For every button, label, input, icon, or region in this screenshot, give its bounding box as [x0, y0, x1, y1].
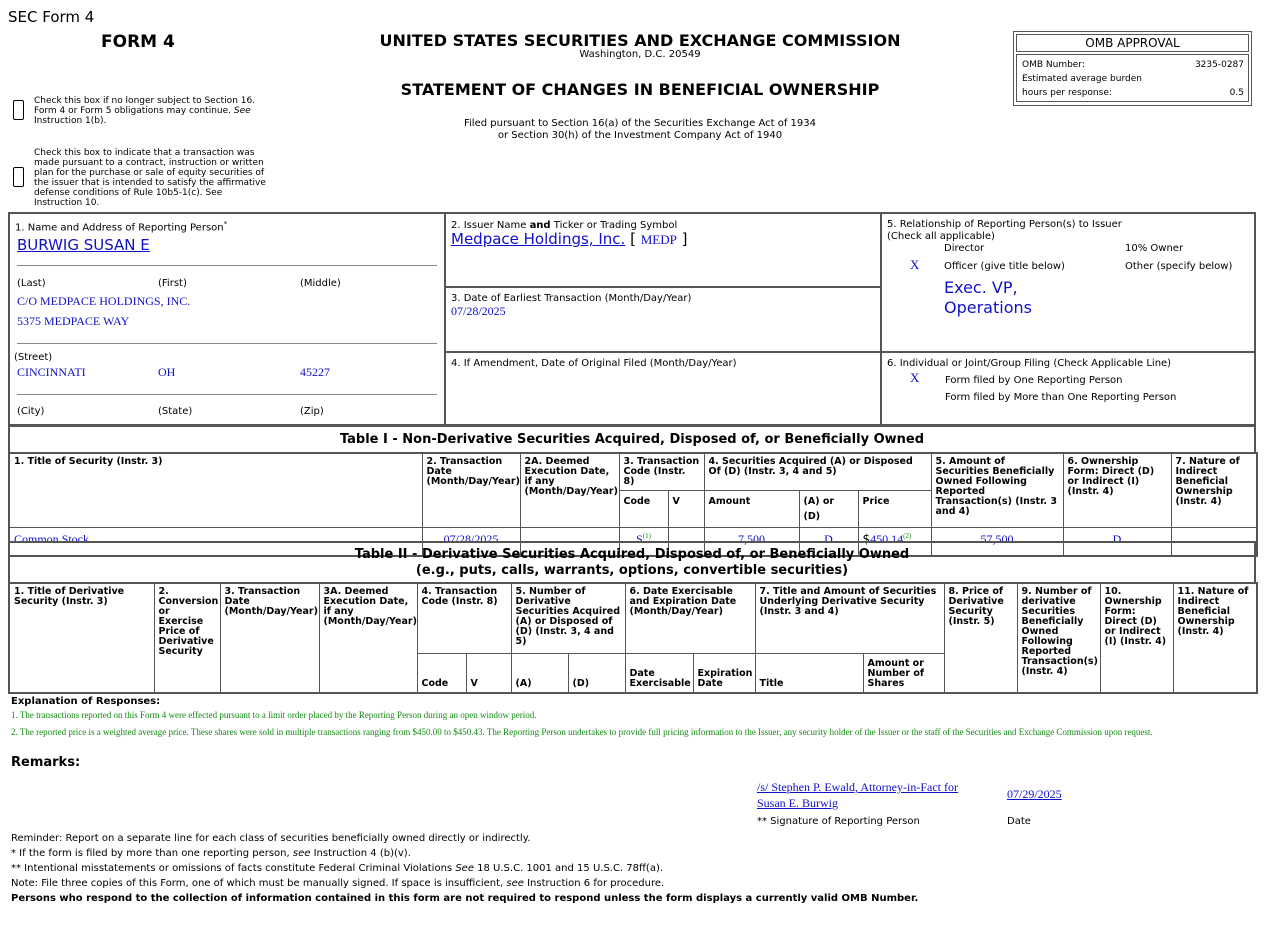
t1-h-acquired: 4. Securities Acquired (A) or Disposed Of (D) (Instr. 3, 4 and 5) — [704, 453, 931, 491]
t1-h-nature: 7. Nature of Indirect Beneficial Ownership (Instr. 4) — [1171, 453, 1257, 528]
omb-details — [1016, 54, 1249, 102]
reporting-person-asterisk: * — [223, 220, 228, 228]
table2-title-line-1: Table II - Derivative Securities Acquired, Disposed of, or Beneficially Owned — [354, 547, 910, 562]
issuer-box — [444, 212, 882, 288]
amendment-label: 4. If Amendment, Date of Original Filed (Month/Day/Year) — [451, 358, 737, 369]
ticker-open-bracket: [ — [630, 230, 636, 248]
officer-title — [944, 278, 1032, 318]
table2-title-box — [8, 541, 1256, 584]
filing-more-option: Form filed by More than One Reporting Person — [945, 392, 1177, 403]
t1-h-date: 2. Transaction Date (Month/Day/Year) — [422, 453, 520, 528]
t2-sub-title: Title — [755, 653, 863, 693]
omb-burden-label-1: Estimated average burden — [1022, 74, 1142, 84]
rule10b5-checkbox[interactable] — [13, 167, 24, 187]
officer-option: Officer (give title below) — [944, 261, 1065, 272]
t1-sub-price: Price — [858, 491, 931, 528]
t1-h-deemed: 2A. Deemed Execution Date, if any (Month/Day/Year) — [520, 453, 619, 528]
table2-title-line-2: (e.g., puts, calls, warrants, options, convertible securities) — [415, 563, 849, 578]
filed-pursuant — [340, 118, 940, 142]
relationship-label-2: (Check all applicable) — [887, 231, 995, 242]
note-3-see: See — [455, 863, 474, 874]
signature-date: 07/29/2025 — [1007, 787, 1062, 801]
agency-title: UNITED STATES SECURITIES AND EXCHANGE COMMISSION — [379, 31, 901, 50]
t2-sub-amount: Amount or Number of Shares — [863, 653, 944, 693]
t2-h-deemed: 3A. Deemed Execution Date, if any (Month/Day/Year) — [319, 583, 417, 693]
t1-row-aord: D — [799, 528, 858, 556]
rule10b5-line-3: plan for the purchase or sale of equity securities of — [34, 168, 265, 178]
t2-h-code: 4. Transaction Code (Instr. 8) — [417, 583, 511, 653]
signature-label: ** Signature of Reporting Person — [757, 816, 920, 827]
omb-number-label: OMB Number: — [1022, 60, 1085, 70]
t1-h-title: 1. Title of Security (Instr. 3) — [9, 453, 422, 528]
earliest-transaction-box — [444, 286, 882, 353]
section16-line-1: Check this box if no longer subject to Section 16. — [34, 96, 256, 106]
section16-checkbox[interactable] — [13, 100, 24, 120]
t2-h-exercisable: 6. Date Exercisable and Expiration Date (Month/Day/Year) — [625, 583, 755, 653]
table1-title-box — [8, 425, 1256, 454]
filing-one-option: Form filed by One Reporting Person — [945, 375, 1123, 386]
reporting-person-box — [8, 212, 446, 426]
page-title: SEC Form 4 — [8, 8, 95, 26]
rule10b5-line-4: the issuer that is intended to satisfy the affirmative — [34, 178, 266, 188]
amendment-box — [444, 351, 882, 426]
reporting-person-name-link[interactable]: BURWIG SUSAN E — [17, 236, 150, 254]
rule10b5-line-6: Instruction 10. — [34, 198, 100, 208]
omb-burden: 0.5 — [1229, 88, 1244, 98]
t1-row-amount: 7,500 — [704, 528, 799, 556]
t1-sub-aord: (A) or (D) — [799, 491, 858, 528]
state-label: (State) — [158, 406, 193, 417]
address-line-1: C/O MEDPACE HOLDINGS, INC. — [17, 294, 191, 308]
table2-title — [10, 543, 1254, 579]
section16-text — [34, 96, 255, 126]
city-divider — [17, 394, 437, 395]
t2-sub-expiration: Expiration Date — [693, 653, 755, 693]
note-multiple-persons — [11, 846, 918, 861]
rule10b5-line-5: defense conditions of Rule 10b5-1(c). See — [34, 188, 223, 198]
omb-title: OMB APPROVAL — [1016, 34, 1249, 52]
officer-title-line-2: Operations — [944, 298, 1032, 317]
issuer-label-pre: 2. Issuer Name — [451, 220, 530, 231]
signature — [757, 779, 958, 811]
ticker-symbol: MEDP — [640, 232, 677, 247]
omb-burden-label-2: hours per response: — [1022, 88, 1112, 98]
t1-row-date: 07/28/2025 — [422, 528, 520, 556]
note-2-ref: Instruction 4 (b)(v). — [313, 848, 411, 859]
t2-sub-v: V — [466, 653, 511, 693]
reporting-person-label — [15, 220, 227, 233]
remarks-label: Remarks: — [11, 755, 81, 770]
director-option: Director — [944, 243, 985, 254]
ticker-close-bracket: ] — [681, 230, 688, 248]
officer-title-line-1: Exec. VP, — [944, 278, 1018, 297]
form-label: FORM 4 — [101, 32, 175, 52]
t2-h-price: 8. Price of Derivative Security (Instr. 5) — [944, 583, 1017, 693]
t2-h-form: 10. Ownership Form: Direct (D) or Indirect (I) (Instr. 4) — [1100, 583, 1173, 693]
name-divider — [17, 265, 437, 266]
t2-h-owned: 9. Number of derivative Securities Beneficially Owned Following Reported Transaction(s) (Instr. 4) — [1017, 583, 1100, 693]
t1-row-owned: 57,500 — [931, 528, 1063, 556]
zip-value: 45227 — [300, 365, 330, 379]
t2-h-date: 3. Transaction Date (Month/Day/Year) — [220, 583, 319, 693]
t2-sub-a: (A) — [511, 653, 568, 693]
agency-city: Washington, D.C. 20549 — [579, 49, 701, 60]
city-label: (City) — [17, 406, 45, 417]
middle-label: (Middle) — [300, 278, 341, 289]
issuer-label-and: and — [529, 220, 551, 231]
note-3-ref: 18 U.S.C. 1001 and 15 U.S.C. 78ff(a). — [477, 863, 664, 874]
t2-h-nature: 11. Nature of Indirect Beneficial Ownership (Instr. 4) — [1173, 583, 1257, 693]
note-reminder: Reminder: Report on a separate line for each class of securities beneficially owned directly or indirectly. — [11, 833, 531, 844]
earliest-transaction-label: 3. Date of Earliest Transaction (Month/Day/Year) — [451, 293, 692, 304]
t1-row-price-value: 450.14 — [870, 532, 904, 546]
rule10b5-line-1: Check this box to indicate that a transaction was — [34, 148, 255, 158]
t1-row-form: D — [1063, 528, 1171, 556]
note-4-ref: Instruction 6 for procedure. — [527, 878, 665, 889]
issuer-name-link[interactable]: Medpace Holdings, Inc. — [451, 230, 626, 248]
filed-pursuant-line-1: Filed pursuant to Section 16(a) of the Securities Exchange Act of 1934 — [464, 118, 816, 129]
street-label: (Street) — [14, 352, 53, 363]
section16-line-3: Instruction 1(b). — [34, 116, 107, 126]
city-value: CINCINNATI — [17, 365, 86, 379]
first-label: (First) — [158, 278, 187, 289]
note-copies — [11, 876, 918, 891]
note-4-text: Note: File three copies of this Form, one of which must be manually signed. If space is insufficient, — [11, 878, 504, 889]
t1-sub-amount: Amount — [704, 491, 799, 528]
note-2-text: * If the form is filed by more than one reporting person, — [11, 848, 290, 859]
note-omb: Persons who respond to the collection of information contained in this form are not required to respond unless the form displays a currently valid OMB Number. — [11, 893, 919, 904]
statement-title: STATEMENT OF CHANGES IN BENEFICIAL OWNERSHIP — [400, 80, 880, 99]
filed-pursuant-line-2: or Section 30(h) of the Investment Company Act of 1940 — [497, 130, 783, 141]
notes — [11, 831, 918, 906]
t1-row-price-sign: $ — [862, 532, 871, 546]
table2 — [8, 582, 1258, 694]
t2-h-conversion: 2. Conversion or Exercise Price of Derivative Security — [154, 583, 220, 693]
t1-sub-v: V — [668, 491, 704, 528]
filing-check-mark: X — [910, 370, 920, 385]
zip-label: (Zip) — [300, 406, 324, 417]
state-value: OH — [158, 365, 176, 379]
relationship-box — [880, 212, 1256, 353]
filing-box — [880, 351, 1256, 426]
issuer-name-row — [451, 230, 687, 248]
t1-row-code-footnote: (1) — [642, 532, 651, 540]
section16-line-2: Form 4 or Form 5 obligations may continue. — [34, 106, 232, 116]
filing-label: 6. Individual or Joint/Group Filing (Check Applicable Line) — [887, 358, 1172, 369]
signature-line-2: Susan E. Burwig — [757, 796, 838, 810]
omb-approval-box — [1013, 31, 1252, 106]
signature-line-1: /s/ Stephen P. Ewald, Attorney-in-Fact for — [757, 780, 958, 794]
t1-row-title: Common Stock — [9, 528, 422, 556]
footnote-1: 1. The transactions reported on this Form 4 were effected pursuant to a limit order placed by the Reporting Person during an open window period. — [11, 710, 537, 720]
relationship-label — [887, 219, 1122, 243]
omb-number: 3235-0287 — [1194, 60, 1244, 70]
note-2-see: see — [292, 848, 311, 859]
t2-h-number: 5. Number of Derivative Securities Acquired (A) or Disposed of (D) (Instr. 3, 4 and 5) — [511, 583, 625, 653]
rule10b5-line-2: made pursuant to a contract, instruction or written — [34, 158, 264, 168]
t1-h-form: 6. Ownership Form: Direct (D) or Indirect (I) (Instr. 4) — [1063, 453, 1171, 528]
rule10b5-text — [34, 148, 266, 208]
date-label: Date — [1007, 816, 1031, 827]
last-label: (Last) — [17, 278, 46, 289]
street-divider — [17, 343, 437, 344]
note-4-see: see — [506, 878, 524, 889]
ten-percent-owner-option: 10% Owner — [1125, 243, 1184, 254]
t1-h-owned: 5. Amount of Securities Beneficially Owned Following Reported Transaction(s) (Instr. 3 and 4) — [931, 453, 1063, 528]
t1-h-code: 3. Transaction Code (Instr. 8) — [619, 453, 704, 491]
t2-h-title: 1. Title of Derivative Security (Instr. 3) — [9, 583, 154, 693]
officer-check-mark: X — [910, 257, 920, 272]
t2-sub-date-exercisable: Date Exercisable — [625, 653, 693, 693]
t2-sub-d: (D) — [568, 653, 625, 693]
other-option: Other (specify below) — [1125, 261, 1233, 272]
note-misstatements — [11, 861, 918, 876]
address-line-2: 5375 MEDPACE WAY — [17, 314, 130, 328]
earliest-transaction-date: 07/28/2025 — [451, 304, 506, 318]
t1-row-price-footnote: (2) — [903, 532, 912, 540]
footnote-2: 2. The reported price is a weighted average price. These shares were sold in multiple transactions ranging from $450.00 to $450.43. The Reporting Person undertakes to provide full pricing information to the Issuer, any security holder of the Issuer or the staff of the Securities and Exchange Commission upon request. — [11, 727, 1153, 737]
relationship-label-1: 5. Relationship of Reporting Person(s) to Issuer — [887, 219, 1122, 230]
table1-title: Table I - Non-Derivative Securities Acquired, Disposed of, or Beneficially Owned — [339, 432, 925, 447]
section16-see: See — [233, 106, 251, 116]
t1-sub-code: Code — [619, 491, 668, 528]
explanation-label: Explanation of Responses: — [11, 696, 161, 707]
reporting-person-label-text: 1. Name and Address of Reporting Person — [15, 222, 224, 234]
t2-h-underlying: 7. Title and Amount of Securities Underlying Derivative Security (Instr. 3 and 4) — [755, 583, 944, 653]
t2-sub-code: Code — [417, 653, 466, 693]
t1-row-code-value: S — [636, 532, 643, 546]
note-3-text: ** Intentional misstatements or omissions of facts constitute Federal Criminal Violations — [11, 863, 453, 874]
issuer-label-post: Ticker or Trading Symbol — [550, 220, 678, 231]
